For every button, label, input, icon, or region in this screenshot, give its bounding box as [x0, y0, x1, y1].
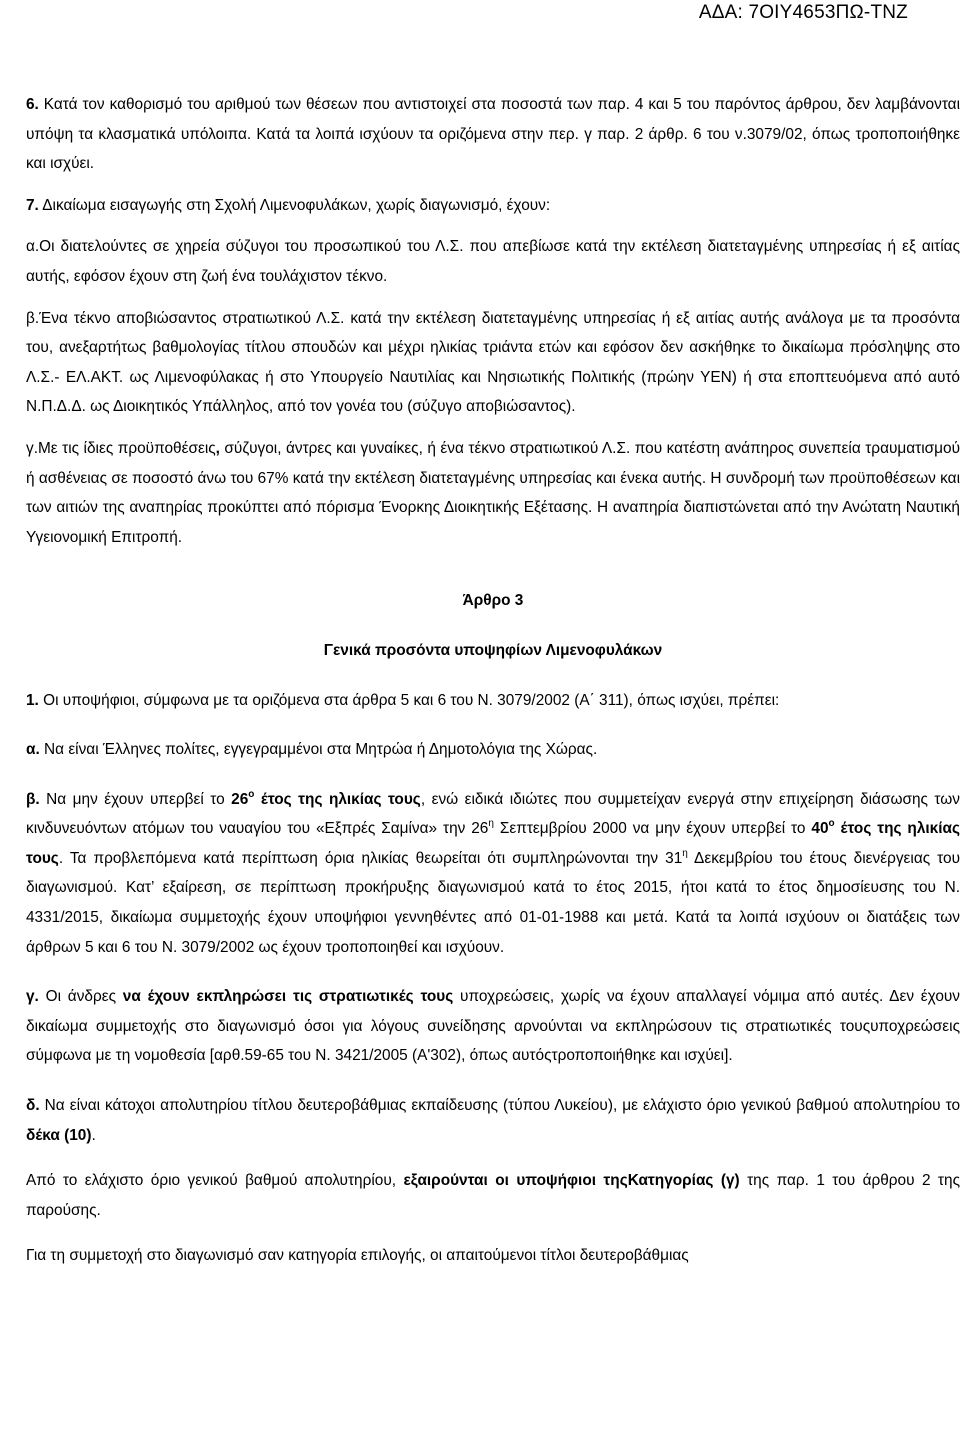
item-c-bold-1: να έχουν εκπληρώσει τις στρατιωτικές τους	[122, 988, 454, 1006]
item-d-text-2: .	[91, 1126, 96, 1144]
paragraph-last-text: Για τη συμμετοχή στο διαγωνισμό σαν κατηγορία επιλογής, οι απαιτούμενοι τίτλοι δευτεροβάθμιας	[26, 1247, 689, 1265]
item-b-sup-2: η	[488, 818, 494, 830]
paragraph-7c	[26, 434, 960, 552]
item-b-text-4: . Τα προβλεπόμενα κατά περίπτωση όρια ηλικίας θεωρείται ότι συμπληρώνονται την 31	[58, 849, 683, 867]
item-d-number: δ.	[26, 1097, 40, 1115]
paragraph-7a	[26, 232, 960, 291]
item-b-sup-3: ο	[828, 818, 835, 830]
paragraph-7b-text: β.Ένα τέκνο αποβιώσαντος στρατιωτικού Λ.Σ. κατά την εκτέλεση διατεταγμένης υπηρεσίας ή εξ αιτίας αυτής ανάλογα με τα προσόντα του, ανεξαρτήτως βαθμολογίας τίτλου σπουδών και μέχρι ηλικίας τριάντα ετών και εφόσον δεν ασκήθηκε το δικαίωμα πρόσληψης στο Λ.Σ.- ΕΛ.ΑΚΤ. ως Λιμενοφύλακας ή στο Υπουργείο Ναυτιλίας και Νησιωτικής Πολιτικής (πρώην ΥΕΝ) ή στα εποπτευόμενα από αυτό Ν.Π.Δ.Δ. ως Διοικητικός Υπάλληλος, από τον γονέα του (σύζυγο αποβιώσαντος).	[26, 309, 960, 416]
paragraph-exemption	[26, 1166, 960, 1225]
item-b-text-3: Σεπτεμβρίου 2000 να μην έχουν υπερβεί το	[493, 820, 812, 838]
item-1	[26, 686, 960, 716]
item-b-sup-1: ο	[248, 788, 255, 800]
item-b-age-40: 40	[811, 820, 829, 838]
paragraph-6-text: Κατά τον καθορισμό του αριθμού των θέσεων που αντιστοιχεί στα ποσοστά των παρ. 4 και 5 του παρόντος άρθρου, δεν λαμβάνονται υπόψη τα κλασματικά υπόλοιπα. Κατά τα λοιπά ισχύουν τα οριζόμενα στην περ. γ παρ. 2 άρθρ. 6 του ν.3079/02, όπως τροποποιήθηκε και ισχύει.	[26, 96, 960, 173]
item-b-text-5: Δεκεμβρίου του έτους διενέργειας του διαγωνισμού. Κατ’ εξαίρεση, σε περίπτωση προκήρυξης διαγωνισμού κατά το έτος 2015, ήτοι κατά το έτος δημοσίευσης του Ν. 4331/2015, δικαίωμα συμμετοχής έχουν υποψήφιοι γεννηθέντες από 01-01-1988 και μετά. Κατά τα λοιπά ισχύουν οι διατάξεις των άρθρων 5 και 6 του Ν. 3079/2002 ως έχουν τροποποιηθεί και ισχύουν.	[26, 849, 960, 956]
item-b-age-26: 26	[231, 790, 249, 808]
paragraph-7a-text: α.Οι διατελούντες σε χηρεία σύζυγοι του προσωπικού του Λ.Σ. που απεβίωσε κατά την εκτέλεση διατεταγμένης υπηρεσίας ή εξ αιτίας αυτής, εφόσον έχουν στη ζωή ένα τουλάχιστον τέκνο.	[26, 238, 960, 285]
article-subtitle: Γενικά προσόντα υποψηφίων Λιμενοφυλάκων	[323, 641, 663, 659]
document-body	[26, 90, 960, 1271]
paragraph-exemption-text-2: της παρ. 1 του άρθρου 2 της παρούσης.	[26, 1172, 960, 1219]
item-d-text-1: Να είναι κάτοχοι απολυτηρίου τίτλου δευτεροβάθμιας εκπαίδευσης (τύπου Λυκείου), με ελάχιστο όριο γενικού βαθμού απολυτηρίου το	[39, 1097, 960, 1115]
item-d-bold-1: δέκα (10)	[26, 1126, 92, 1144]
item-b-text-2: , ενώ ειδικά ιδιώτες που συμμετείχαν ενεργά στην επιχείρηση διάσωσης των κινδυνευόντων ατόμων του ναυαγίου του «Εξπρές Σαμίνα» την 26	[26, 790, 960, 838]
paragraph-exemption-text-1: Από το ελάχιστο όριο γενικού βαθμού απολυτηρίου,	[26, 1172, 404, 1190]
item-a-text: Να είναι Έλληνες πολίτες, εγγεγραμμένοι στα Μητρώα ή Δημοτολόγια της Χώρας.	[39, 741, 598, 759]
item-c-text-2: υποχρεώσεις, χωρίς να έχουν απαλλαγεί νόμιμα από αυτές. Δεν έχουν δικαίωμα συμμετοχής στο διαγωνισμό όσοι για λόγους συνείδησης αρνούνται να εκπληρώσουν τις στρατιωτικές τουςυποχρεώσεις σύμφωνα με τη νομοθεσία [αρθ.59-65 του Ν. 3421/2005 (Α'302), όπως αυτόςτροποποιήθηκε και ισχύει].	[26, 988, 960, 1065]
item-b-number: β.	[26, 790, 40, 808]
paragraph-7-number: 7.	[26, 196, 39, 214]
item-1-number: 1.	[26, 691, 39, 709]
item-c-text-1: Οι άνδρες	[38, 988, 123, 1006]
item-b-bold-1: έτος της ηλικίας τους	[254, 790, 421, 808]
ada-code-header: ΑΔΑ: 7ΟΙΥ4653ΠΩ-ΤΝΖ	[698, 2, 908, 23]
paragraph-7	[26, 191, 960, 221]
item-a-number: α.	[26, 741, 40, 759]
item-1-text: Οι υποψήφιοι, σύμφωνα με τα οριζόμενα στα άρθρα 5 και 6 του Ν. 3079/2002 (Α΄ 311), όπως ισχύει, πρέπει:	[38, 691, 780, 709]
item-b-bold-2: έτος της ηλικίας τους	[26, 820, 960, 867]
paragraph-7b	[26, 304, 960, 422]
paragraph-6	[26, 90, 960, 179]
item-b-text-1: Να μην έχουν υπερβεί το	[39, 790, 232, 808]
item-c-number: γ.	[26, 988, 39, 1006]
paragraph-last	[26, 1241, 960, 1271]
item-c	[26, 982, 960, 1071]
paragraph-7-text: Δικαίωμα εισαγωγής στη Σχολή Λιμενοφυλάκων, χωρίς διαγωνισμό, έχουν:	[38, 196, 551, 214]
item-a	[26, 735, 960, 765]
article-title: Άρθρο 3	[462, 592, 524, 610]
paragraph-7c-text-start: γ.Με τις ίδιες προϋποθέσεις	[26, 439, 216, 457]
paragraph-6-number: 6.	[26, 96, 39, 113]
paragraph-7c-text-rest: σύζυγοι, άντρες και γυναίκες, ή ένα τέκνο στρατιωτικού Λ.Σ. που κατέστη ανάπηρος συνεπεία τραυματισμού ή ασθένειας σε ποσοστό άνω του 67% κατά την εκτέλεση διατεταγμένης υπηρεσίας και ένεκα αυτής. Η συνδρομή των προϋποθέσεων και των αιτιών της αναπηρίας προκύπτει από πόρισμα Ένορκης Διοικητικής Εξέτασης. Η αναπηρία διαπιστώνεται από την Ανώτατη Ναυτική Υγειονομική Επιτροπή.	[26, 439, 960, 546]
item-b-sup-4: η	[682, 847, 688, 859]
item-b	[26, 785, 960, 963]
paragraph-7c-bold-comma: ,	[215, 439, 220, 457]
paragraph-exemption-bold: εξαιρούνται οι υποψήφιοι τηςΚατηγορίας (γ)	[403, 1172, 740, 1190]
item-d	[26, 1091, 960, 1150]
